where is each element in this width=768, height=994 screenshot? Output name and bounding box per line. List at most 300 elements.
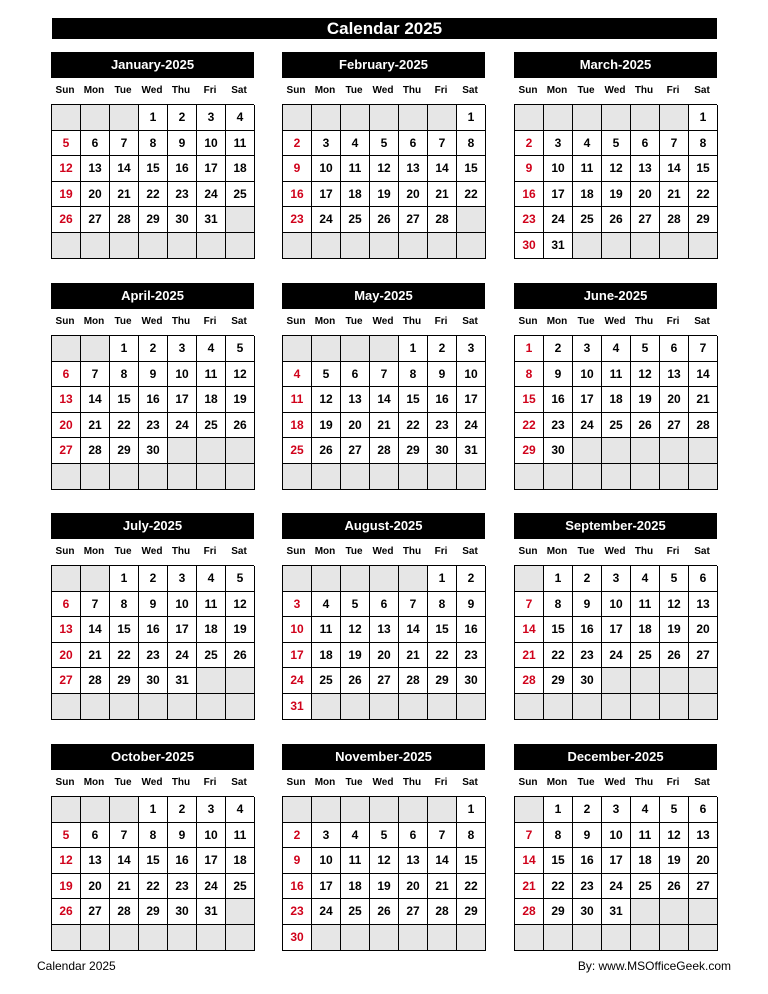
empty-cell bbox=[515, 105, 544, 131]
day-cell: 1 bbox=[457, 797, 486, 823]
month-block bbox=[51, 744, 254, 951]
day-cell: 18 bbox=[283, 413, 312, 439]
weekday-label: Mon bbox=[83, 316, 105, 327]
day-cell: 23 bbox=[573, 874, 602, 900]
day-cell: 28 bbox=[660, 207, 689, 233]
day-cell: 19 bbox=[660, 848, 689, 874]
day-cell: 1 bbox=[515, 336, 544, 362]
day-cell: 31 bbox=[197, 207, 226, 233]
day-cell: 2 bbox=[457, 566, 486, 592]
day-cell: 2 bbox=[283, 823, 312, 849]
day-cell: 6 bbox=[81, 131, 110, 157]
day-cell: 30 bbox=[283, 925, 312, 951]
empty-cell bbox=[689, 694, 718, 720]
day-cell: 7 bbox=[428, 823, 457, 849]
day-cell: 23 bbox=[168, 874, 197, 900]
empty-cell bbox=[226, 207, 255, 233]
day-cell: 14 bbox=[110, 156, 139, 182]
day-cell: 16 bbox=[515, 182, 544, 208]
day-cell: 22 bbox=[457, 182, 486, 208]
day-cell: 28 bbox=[689, 413, 718, 439]
empty-cell bbox=[573, 105, 602, 131]
weekday-label: Thu bbox=[171, 546, 191, 557]
weekday-label: Sat bbox=[462, 316, 478, 327]
day-cell: 30 bbox=[168, 207, 197, 233]
weekday-label: Sat bbox=[462, 85, 478, 96]
empty-cell bbox=[428, 694, 457, 720]
day-cell: 9 bbox=[573, 823, 602, 849]
empty-cell bbox=[81, 694, 110, 720]
day-cell: 7 bbox=[689, 336, 718, 362]
month-block bbox=[514, 52, 717, 259]
day-cell: 22 bbox=[139, 182, 168, 208]
weekday-label: Mon bbox=[83, 777, 105, 788]
weekday-label: Wed bbox=[604, 316, 626, 327]
day-cell: 19 bbox=[370, 874, 399, 900]
empty-cell bbox=[573, 925, 602, 951]
empty-cell bbox=[283, 336, 312, 362]
weekday-label: Mon bbox=[83, 85, 105, 96]
day-cell: 27 bbox=[52, 668, 81, 694]
empty-cell bbox=[226, 464, 255, 490]
day-cell: 21 bbox=[399, 643, 428, 669]
empty-cell bbox=[312, 464, 341, 490]
day-cell: 14 bbox=[110, 848, 139, 874]
empty-cell bbox=[602, 694, 631, 720]
day-cell: 4 bbox=[602, 336, 631, 362]
day-cell: 23 bbox=[457, 643, 486, 669]
empty-cell bbox=[660, 694, 689, 720]
day-cell: 11 bbox=[341, 848, 370, 874]
day-cell: 3 bbox=[283, 592, 312, 618]
day-cell: 20 bbox=[660, 387, 689, 413]
empty-cell bbox=[544, 464, 573, 490]
weekday-label: Tue bbox=[114, 316, 132, 327]
day-cell: 11 bbox=[341, 156, 370, 182]
day-cell: 27 bbox=[689, 874, 718, 900]
day-cell: 2 bbox=[283, 131, 312, 157]
empty-cell bbox=[341, 797, 370, 823]
day-cell: 16 bbox=[457, 617, 486, 643]
month-title: December-2025 bbox=[514, 744, 717, 770]
day-cell: 24 bbox=[602, 643, 631, 669]
weekday-label: Mon bbox=[314, 777, 336, 788]
day-cell: 11 bbox=[283, 387, 312, 413]
day-cell: 18 bbox=[631, 848, 660, 874]
day-cell: 3 bbox=[312, 823, 341, 849]
day-cell: 29 bbox=[428, 668, 457, 694]
day-cell: 24 bbox=[197, 874, 226, 900]
day-grid bbox=[514, 335, 717, 490]
empty-cell bbox=[139, 233, 168, 259]
empty-cell bbox=[312, 105, 341, 131]
day-cell: 11 bbox=[197, 592, 226, 618]
day-cell: 29 bbox=[110, 668, 139, 694]
day-cell: 19 bbox=[312, 413, 341, 439]
day-cell: 16 bbox=[573, 617, 602, 643]
empty-cell bbox=[341, 464, 370, 490]
day-cell: 7 bbox=[110, 823, 139, 849]
weekday-label: Tue bbox=[345, 546, 363, 557]
day-cell: 13 bbox=[341, 387, 370, 413]
day-cell: 10 bbox=[197, 131, 226, 157]
day-cell: 9 bbox=[515, 156, 544, 182]
weekday-label: Wed bbox=[604, 546, 626, 557]
day-cell: 17 bbox=[544, 182, 573, 208]
month-block bbox=[51, 513, 254, 720]
day-cell: 9 bbox=[457, 592, 486, 618]
empty-cell bbox=[283, 233, 312, 259]
day-cell: 17 bbox=[573, 387, 602, 413]
weekday-label: Thu bbox=[171, 777, 191, 788]
day-cell: 15 bbox=[515, 387, 544, 413]
day-cell: 6 bbox=[689, 566, 718, 592]
day-cell: 7 bbox=[370, 362, 399, 388]
day-cell: 12 bbox=[341, 617, 370, 643]
day-cell: 11 bbox=[631, 823, 660, 849]
day-cell: 9 bbox=[283, 156, 312, 182]
day-cell: 7 bbox=[399, 592, 428, 618]
day-cell: 28 bbox=[81, 668, 110, 694]
empty-cell bbox=[81, 797, 110, 823]
empty-cell bbox=[197, 925, 226, 951]
day-cell: 16 bbox=[168, 848, 197, 874]
day-cell: 30 bbox=[139, 438, 168, 464]
day-cell: 24 bbox=[573, 413, 602, 439]
day-cell: 25 bbox=[197, 413, 226, 439]
empty-cell bbox=[81, 925, 110, 951]
empty-cell bbox=[515, 566, 544, 592]
weekday-label: Mon bbox=[314, 316, 336, 327]
day-cell: 21 bbox=[428, 874, 457, 900]
empty-cell bbox=[283, 464, 312, 490]
empty-cell bbox=[341, 694, 370, 720]
day-cell: 10 bbox=[602, 592, 631, 618]
day-cell: 5 bbox=[660, 566, 689, 592]
day-cell: 9 bbox=[573, 592, 602, 618]
day-cell: 26 bbox=[341, 668, 370, 694]
day-cell: 23 bbox=[283, 207, 312, 233]
empty-cell bbox=[52, 464, 81, 490]
day-cell: 13 bbox=[81, 156, 110, 182]
footer-credit-text: By: www.MSOfficeGeek.com bbox=[577, 959, 731, 973]
day-cell: 2 bbox=[515, 131, 544, 157]
day-cell: 25 bbox=[341, 207, 370, 233]
weekday-label: Tue bbox=[577, 85, 595, 96]
day-cell: 10 bbox=[602, 823, 631, 849]
day-cell: 20 bbox=[399, 874, 428, 900]
weekday-label: Sun bbox=[518, 85, 538, 96]
empty-cell bbox=[573, 694, 602, 720]
day-cell: 6 bbox=[660, 336, 689, 362]
empty-cell bbox=[399, 464, 428, 490]
day-cell: 2 bbox=[573, 566, 602, 592]
empty-cell bbox=[110, 694, 139, 720]
day-cell: 8 bbox=[689, 131, 718, 157]
day-cell: 21 bbox=[428, 182, 457, 208]
day-cell: 22 bbox=[689, 182, 718, 208]
weekday-label: Wed bbox=[141, 777, 163, 788]
day-cell: 24 bbox=[544, 207, 573, 233]
day-cell: 5 bbox=[660, 797, 689, 823]
day-cell: 13 bbox=[631, 156, 660, 182]
month-title: January-2025 bbox=[51, 52, 254, 78]
day-cell: 12 bbox=[631, 362, 660, 388]
day-cell: 22 bbox=[139, 874, 168, 900]
empty-cell bbox=[689, 438, 718, 464]
day-grid bbox=[51, 104, 254, 259]
empty-cell bbox=[399, 797, 428, 823]
day-cell: 4 bbox=[283, 362, 312, 388]
day-cell: 20 bbox=[81, 874, 110, 900]
weekday-label: Sun bbox=[286, 316, 306, 327]
empty-cell bbox=[573, 438, 602, 464]
day-cell: 22 bbox=[428, 643, 457, 669]
day-grid bbox=[282, 104, 485, 259]
empty-cell bbox=[631, 233, 660, 259]
day-cell: 23 bbox=[139, 413, 168, 439]
weekday-label: Thu bbox=[634, 546, 654, 557]
day-cell: 13 bbox=[689, 592, 718, 618]
weekday-label: Wed bbox=[372, 777, 394, 788]
empty-cell bbox=[52, 797, 81, 823]
day-cell: 15 bbox=[110, 617, 139, 643]
day-cell: 20 bbox=[399, 182, 428, 208]
empty-cell bbox=[544, 105, 573, 131]
day-cell: 18 bbox=[197, 387, 226, 413]
day-cell: 5 bbox=[602, 131, 631, 157]
day-cell: 29 bbox=[689, 207, 718, 233]
day-cell: 2 bbox=[428, 336, 457, 362]
day-cell: 19 bbox=[660, 617, 689, 643]
day-cell: 13 bbox=[399, 848, 428, 874]
weekday-label: Tue bbox=[577, 316, 595, 327]
weekday-label: Wed bbox=[604, 777, 626, 788]
day-cell: 30 bbox=[573, 899, 602, 925]
day-cell: 7 bbox=[515, 592, 544, 618]
empty-cell bbox=[602, 105, 631, 131]
day-cell: 26 bbox=[370, 207, 399, 233]
empty-cell bbox=[283, 566, 312, 592]
day-cell: 19 bbox=[226, 387, 255, 413]
day-cell: 8 bbox=[544, 823, 573, 849]
day-cell: 1 bbox=[110, 336, 139, 362]
empty-cell bbox=[312, 797, 341, 823]
empty-cell bbox=[226, 668, 255, 694]
weekday-header-row bbox=[514, 78, 718, 104]
day-cell: 20 bbox=[689, 848, 718, 874]
day-cell: 5 bbox=[312, 362, 341, 388]
day-cell: 3 bbox=[197, 105, 226, 131]
day-cell: 9 bbox=[168, 823, 197, 849]
day-cell: 2 bbox=[139, 566, 168, 592]
day-cell: 9 bbox=[139, 362, 168, 388]
day-cell: 18 bbox=[341, 874, 370, 900]
day-cell: 1 bbox=[139, 105, 168, 131]
day-cell: 16 bbox=[573, 848, 602, 874]
day-cell: 22 bbox=[544, 643, 573, 669]
day-cell: 30 bbox=[573, 668, 602, 694]
empty-cell bbox=[52, 694, 81, 720]
day-cell: 7 bbox=[428, 131, 457, 157]
day-cell: 6 bbox=[52, 362, 81, 388]
empty-cell bbox=[399, 233, 428, 259]
weekday-label: Sat bbox=[231, 777, 247, 788]
day-cell: 26 bbox=[52, 207, 81, 233]
day-cell: 15 bbox=[399, 387, 428, 413]
day-cell: 8 bbox=[544, 592, 573, 618]
empty-cell bbox=[110, 925, 139, 951]
day-cell: 22 bbox=[515, 413, 544, 439]
empty-cell bbox=[226, 899, 255, 925]
weekday-label: Fri bbox=[666, 316, 680, 327]
day-cell: 27 bbox=[81, 899, 110, 925]
weekday-label: Thu bbox=[402, 546, 422, 557]
empty-cell bbox=[139, 464, 168, 490]
day-cell: 18 bbox=[631, 617, 660, 643]
day-cell: 28 bbox=[110, 899, 139, 925]
empty-cell bbox=[283, 797, 312, 823]
day-cell: 11 bbox=[573, 156, 602, 182]
day-cell: 29 bbox=[139, 899, 168, 925]
day-cell: 8 bbox=[457, 131, 486, 157]
day-cell: 15 bbox=[139, 848, 168, 874]
day-cell: 20 bbox=[81, 182, 110, 208]
day-cell: 20 bbox=[52, 643, 81, 669]
day-cell: 14 bbox=[660, 156, 689, 182]
month-title: August-2025 bbox=[282, 513, 485, 539]
day-cell: 10 bbox=[197, 823, 226, 849]
weekday-label: Sun bbox=[55, 85, 75, 96]
empty-cell bbox=[515, 925, 544, 951]
weekday-label: Sun bbox=[55, 546, 75, 557]
day-cell: 26 bbox=[660, 643, 689, 669]
empty-cell bbox=[81, 105, 110, 131]
weekday-label: Fri bbox=[203, 546, 217, 557]
day-cell: 4 bbox=[312, 592, 341, 618]
day-cell: 6 bbox=[81, 823, 110, 849]
day-cell: 16 bbox=[283, 874, 312, 900]
day-cell: 25 bbox=[631, 643, 660, 669]
weekday-label: Mon bbox=[546, 85, 568, 96]
empty-cell bbox=[602, 464, 631, 490]
day-cell: 15 bbox=[110, 387, 139, 413]
empty-cell bbox=[197, 464, 226, 490]
empty-cell bbox=[139, 925, 168, 951]
day-cell: 25 bbox=[283, 438, 312, 464]
empty-cell bbox=[110, 105, 139, 131]
day-cell: 7 bbox=[515, 823, 544, 849]
day-cell: 8 bbox=[139, 823, 168, 849]
day-cell: 13 bbox=[52, 617, 81, 643]
day-cell: 4 bbox=[197, 566, 226, 592]
day-cell: 18 bbox=[226, 848, 255, 874]
day-cell: 1 bbox=[457, 105, 486, 131]
day-cell: 27 bbox=[689, 643, 718, 669]
day-cell: 15 bbox=[689, 156, 718, 182]
empty-cell bbox=[660, 233, 689, 259]
day-cell: 22 bbox=[110, 413, 139, 439]
weekday-label: Sat bbox=[694, 316, 710, 327]
day-cell: 17 bbox=[197, 156, 226, 182]
weekday-label: Thu bbox=[402, 777, 422, 788]
empty-cell bbox=[168, 694, 197, 720]
day-cell: 5 bbox=[52, 823, 81, 849]
day-cell: 1 bbox=[428, 566, 457, 592]
empty-cell bbox=[428, 105, 457, 131]
empty-cell bbox=[399, 105, 428, 131]
day-cell: 28 bbox=[110, 207, 139, 233]
day-cell: 24 bbox=[457, 413, 486, 439]
day-cell: 21 bbox=[81, 413, 110, 439]
day-cell: 14 bbox=[515, 617, 544, 643]
day-cell: 3 bbox=[197, 797, 226, 823]
month-title: September-2025 bbox=[514, 513, 717, 539]
day-cell: 16 bbox=[544, 387, 573, 413]
day-cell: 6 bbox=[52, 592, 81, 618]
weekday-label: Wed bbox=[141, 546, 163, 557]
day-cell: 28 bbox=[515, 668, 544, 694]
empty-cell bbox=[515, 464, 544, 490]
day-cell: 13 bbox=[52, 387, 81, 413]
day-cell: 18 bbox=[226, 156, 255, 182]
weekday-label: Sun bbox=[518, 316, 538, 327]
day-cell: 12 bbox=[52, 156, 81, 182]
day-cell: 27 bbox=[399, 899, 428, 925]
empty-cell bbox=[660, 438, 689, 464]
month-title: May-2025 bbox=[282, 283, 485, 309]
day-cell: 18 bbox=[602, 387, 631, 413]
empty-cell bbox=[197, 438, 226, 464]
month-block bbox=[51, 52, 254, 259]
empty-cell bbox=[52, 566, 81, 592]
empty-cell bbox=[341, 566, 370, 592]
empty-cell bbox=[81, 464, 110, 490]
weekday-label: Mon bbox=[546, 546, 568, 557]
month-title: November-2025 bbox=[282, 744, 485, 770]
day-cell: 21 bbox=[515, 643, 544, 669]
weekday-header-row bbox=[282, 539, 486, 565]
day-cell: 3 bbox=[168, 566, 197, 592]
month-title: June-2025 bbox=[514, 283, 717, 309]
day-cell: 14 bbox=[515, 848, 544, 874]
empty-cell bbox=[168, 233, 197, 259]
weekday-header-row bbox=[51, 78, 255, 104]
day-cell: 11 bbox=[602, 362, 631, 388]
day-cell: 24 bbox=[312, 207, 341, 233]
day-cell: 24 bbox=[312, 899, 341, 925]
day-cell: 24 bbox=[168, 413, 197, 439]
empty-cell bbox=[168, 438, 197, 464]
empty-cell bbox=[428, 233, 457, 259]
month-block bbox=[282, 283, 485, 490]
weekday-label: Fri bbox=[434, 316, 448, 327]
weekday-label: Fri bbox=[434, 777, 448, 788]
empty-cell bbox=[52, 336, 81, 362]
day-cell: 5 bbox=[52, 131, 81, 157]
page-title: Calendar 2025 bbox=[52, 18, 717, 39]
empty-cell bbox=[370, 694, 399, 720]
day-cell: 15 bbox=[544, 848, 573, 874]
day-cell: 15 bbox=[457, 156, 486, 182]
empty-cell bbox=[341, 925, 370, 951]
empty-cell bbox=[631, 105, 660, 131]
day-cell: 11 bbox=[312, 617, 341, 643]
weekday-label: Sat bbox=[231, 316, 247, 327]
day-cell: 13 bbox=[399, 156, 428, 182]
weekday-label: Wed bbox=[141, 85, 163, 96]
day-cell: 22 bbox=[399, 413, 428, 439]
